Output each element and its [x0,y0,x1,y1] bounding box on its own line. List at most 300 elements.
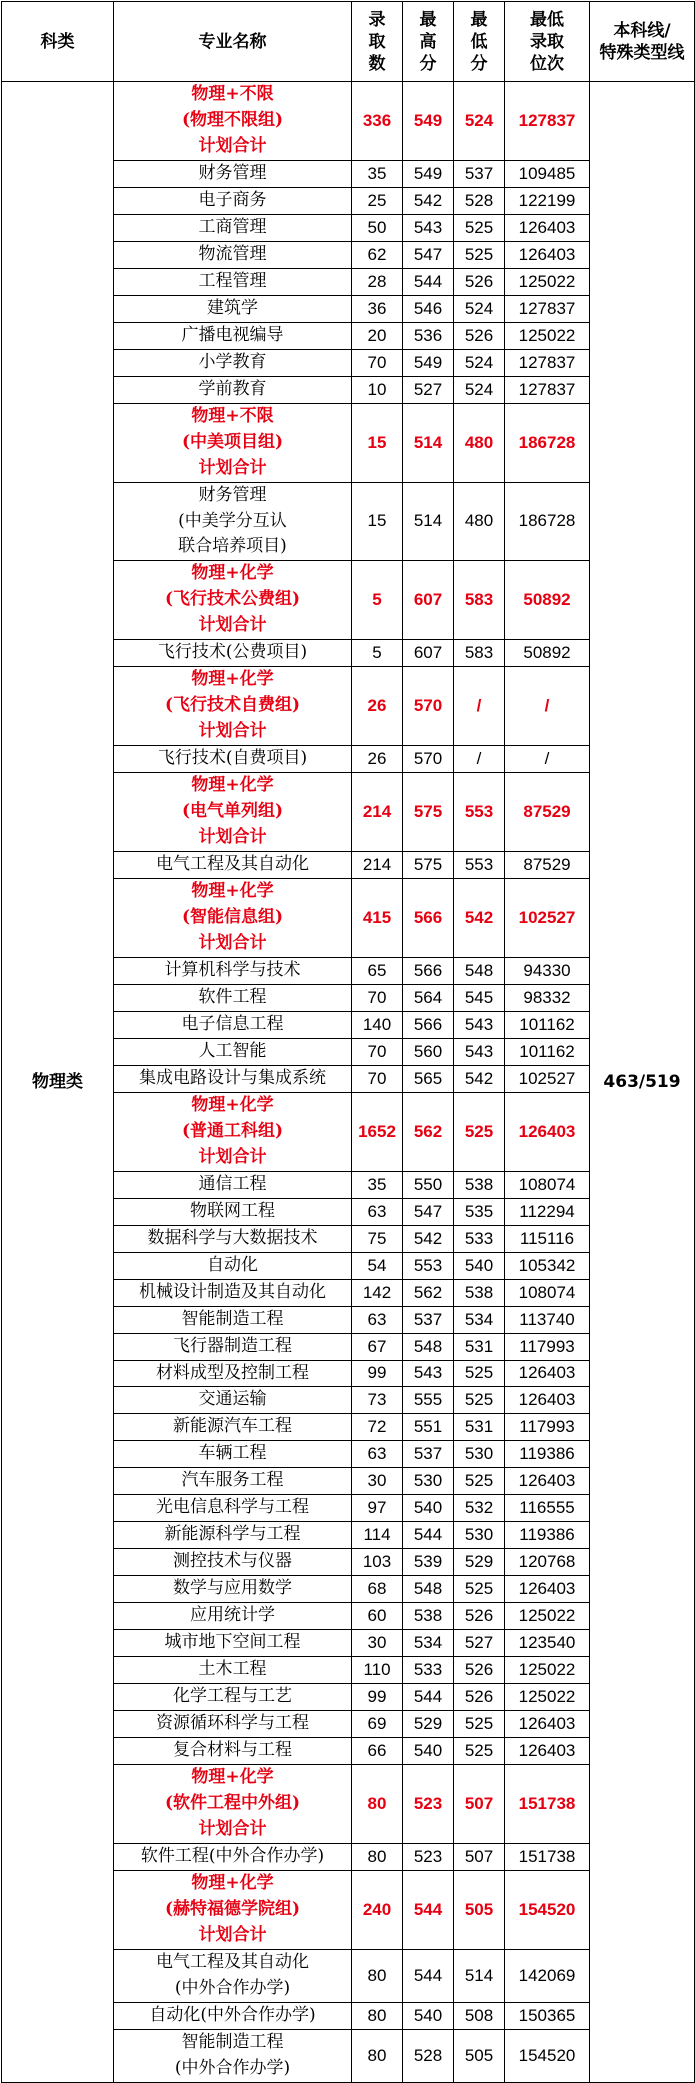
max-score-cell: 544 [403,1684,454,1711]
count-cell: 142 [352,1279,403,1306]
line-cell: 463/519 [590,82,695,2083]
max-score-cell: 553 [403,1252,454,1279]
min-rank-cell: 122199 [505,187,590,214]
min-rank-cell: / [505,746,590,773]
major-name-cell [114,1468,352,1495]
min-rank-cell: 115116 [505,1225,590,1252]
max-score-cell: 523 [403,1843,454,1870]
min-rank-cell: 108074 [505,1171,590,1198]
count-cell: 240 [352,1870,403,1949]
major-name-line: 数据科学与大数据技术 [147,1227,318,1248]
min-score-cell: 528 [454,187,505,214]
major-name-line: 飞行器制造工程 [173,1335,292,1356]
min-rank-cell: 117993 [505,1414,590,1441]
major-name-cell [114,214,352,241]
min-rank-cell: 101162 [505,1011,590,1038]
major-name-line: 电气工程及其自动化 [156,854,309,875]
min-score-cell: 514 [454,1949,505,2002]
max-score-cell: 570 [403,667,454,746]
major-name-line: 计划合计 [198,457,267,478]
major-name-cell [114,1522,352,1549]
major-name-line: 飞行技术(公费项目) [157,642,308,663]
count-cell: 214 [352,852,403,879]
min-score-cell: 524 [454,295,505,322]
count-cell: 80 [352,1765,403,1844]
major-name-cell [114,640,352,667]
major-name-cell [114,241,352,268]
min-rank-cell: 113740 [505,1306,590,1333]
major-name-line: 材料成型及控制工程 [156,1362,309,1383]
major-name-line: 智能制造工程 [181,2031,284,2052]
min-score-cell: 525 [454,214,505,241]
major-name-line: 物理+化学 [191,1872,274,1893]
major-name-cell [114,160,352,187]
count-cell: 60 [352,1603,403,1630]
max-score-cell: 560 [403,1038,454,1065]
max-score-cell: 562 [403,1092,454,1171]
count-cell: 65 [352,957,403,984]
max-score-cell: 562 [403,1279,454,1306]
max-score-cell: 566 [403,1011,454,1038]
count-cell: 140 [352,1011,403,1038]
min-rank-cell: 151738 [505,1843,590,1870]
header-min-rank [505,2,590,82]
min-score-cell: 548 [454,957,505,984]
major-name-line: 计划合计 [198,933,267,953]
max-score-cell: 530 [403,1468,454,1495]
min-score-cell: 526 [454,1684,505,1711]
major-name-line: 自动化 [207,1254,258,1275]
header-min-score [454,2,505,82]
min-rank-cell: 116555 [505,1495,590,1522]
max-score-cell: 534 [403,1630,454,1657]
major-name-line: 计划合计 [198,615,267,636]
major-name-line: 交通运输 [198,1389,267,1410]
major-name-cell [114,746,352,773]
major-name-line: 物理+化学 [191,669,274,690]
major-name-line: 资源循环科学与工程 [156,1713,309,1734]
max-score-cell: 548 [403,1576,454,1603]
min-rank-cell: 126403 [505,1360,590,1387]
min-score-cell: 525 [454,1468,505,1495]
major-name-cell [114,2002,352,2029]
max-score-cell: 536 [403,322,454,349]
min-score-cell: 524 [454,376,505,403]
count-cell: 70 [352,984,403,1011]
major-name-cell [114,2029,352,2082]
min-rank-cell: 102527 [505,879,590,958]
header-min-line: 低 [470,31,488,52]
max-score-cell: 533 [403,1657,454,1684]
major-name-line: (飞行技术公费组) [164,589,301,610]
major-name-cell [114,984,352,1011]
max-score-cell: 539 [403,1549,454,1576]
max-score-cell: 570 [403,746,454,773]
admission-table [1,1,695,2083]
major-name-line: 计划合计 [198,1818,267,1839]
max-score-cell: 549 [403,82,454,161]
min-score-cell: 583 [454,561,505,640]
min-score-cell: 542 [454,1065,505,1092]
count-cell: 50 [352,214,403,241]
count-cell: 63 [352,1306,403,1333]
major-name-line: 飞行技术(自费项目) [157,748,308,769]
header-rank-line: 录取 [530,31,564,52]
count-cell: 110 [352,1657,403,1684]
min-score-cell: 507 [454,1843,505,1870]
max-score-cell: 544 [403,1949,454,2002]
count-cell: 25 [352,187,403,214]
count-cell: 70 [352,349,403,376]
major-name-line: 计划合计 [198,1146,267,1167]
count-cell: 5 [352,640,403,667]
major-name-line: (中外合作办学) [174,2057,291,2078]
max-score-cell: 544 [403,268,454,295]
min-score-cell: 537 [454,160,505,187]
min-rank-cell: 50892 [505,561,590,640]
major-name-line: 集成电路设计与集成系统 [139,1067,326,1088]
major-name-line: 通信工程 [198,1173,267,1194]
count-cell: 80 [352,1949,403,2002]
major-name-line: 数学与应用数学 [173,1578,292,1599]
count-cell: 99 [352,1684,403,1711]
major-name-cell [114,1765,352,1844]
min-rank-cell: 154520 [505,1870,590,1949]
major-name-line: 计划合计 [198,721,267,742]
min-rank-cell: 120768 [505,1549,590,1576]
major-name-cell [114,82,352,161]
major-name-cell [114,1949,352,2002]
major-name-line: 广播电视编导 [181,324,284,345]
min-rank-cell: 127837 [505,295,590,322]
max-score-cell: 555 [403,1387,454,1414]
min-score-cell: 505 [454,2029,505,2082]
count-cell: 26 [352,667,403,746]
major-name-line: 机械设计制造及其自动化 [139,1281,326,1302]
max-score-cell: 542 [403,1225,454,1252]
count-cell: 75 [352,1225,403,1252]
min-score-cell: 480 [454,482,505,561]
max-score-cell: 543 [403,1360,454,1387]
min-rank-cell: 125022 [505,322,590,349]
major-name-cell [114,957,352,984]
count-cell: 336 [352,82,403,161]
major-name-line: 新能源科学与工程 [164,1524,301,1545]
major-name-line: 电子信息工程 [181,1013,284,1034]
max-score-cell: 549 [403,160,454,187]
count-cell: 66 [352,1738,403,1765]
max-score-cell: 523 [403,1765,454,1844]
count-cell: 54 [352,1252,403,1279]
major-name-line: 物联网工程 [190,1200,275,1221]
count-cell: 68 [352,1576,403,1603]
min-score-cell: 525 [454,1092,505,1171]
min-score-cell: 525 [454,1360,505,1387]
min-rank-cell: 108074 [505,1279,590,1306]
major-name-cell [114,1360,352,1387]
major-name-cell [114,1549,352,1576]
count-cell: 415 [352,879,403,958]
min-score-cell: 530 [454,1522,505,1549]
min-score-cell: 553 [454,773,505,852]
header-count [352,2,403,82]
max-score-cell: 537 [403,1441,454,1468]
min-rank-cell: 125022 [505,1603,590,1630]
major-name-line: (飞行技术自费组) [164,695,301,716]
count-cell: 1652 [352,1092,403,1171]
major-name-cell [114,1065,352,1092]
major-name-cell [114,1576,352,1603]
major-name-line: 应用统计学 [190,1605,275,1626]
count-cell: 73 [352,1387,403,1414]
major-name-cell [114,1279,352,1306]
header-count-line: 数 [368,53,386,74]
count-cell: 214 [352,773,403,852]
min-rank-cell: 126403 [505,1576,590,1603]
major-name-cell [114,1092,352,1171]
min-score-cell: 533 [454,1225,505,1252]
min-score-cell: 540 [454,1252,505,1279]
min-rank-cell: 151738 [505,1765,590,1844]
major-name-line: 光电信息科学与工程 [156,1497,309,1518]
major-name-line: 软件工程 [198,986,267,1007]
count-cell: 97 [352,1495,403,1522]
major-name-line: 物理+化学 [191,563,274,584]
major-name-line: 城市地下空间工程 [164,1632,301,1653]
major-name-cell [114,1738,352,1765]
max-score-cell: 540 [403,2002,454,2029]
major-name-line: (智能信息组) [181,907,284,928]
major-name-cell [114,773,352,852]
major-name-cell [114,268,352,295]
min-score-cell: / [454,667,505,746]
min-rank-cell: 125022 [505,1684,590,1711]
header-line [590,2,695,82]
min-score-cell: 526 [454,268,505,295]
max-score-cell: 529 [403,1711,454,1738]
count-cell: 35 [352,1171,403,1198]
major-name-cell [114,1495,352,1522]
min-score-cell: 525 [454,1738,505,1765]
major-name-line: (普通工科组) [181,1120,284,1141]
max-score-cell: 542 [403,187,454,214]
major-name-cell [114,349,352,376]
min-rank-cell: 127837 [505,82,590,161]
major-name-line: (中外合作办学) [174,1977,291,1998]
major-name-line: (电气单列组) [181,801,284,822]
plan-total-row [2,82,695,161]
max-score-cell: 550 [403,1171,454,1198]
major-name-cell [114,1684,352,1711]
header-row [2,2,695,82]
major-name-line: 小学教育 [198,351,267,372]
major-name-line: 电气工程及其自动化 [156,1951,309,1972]
major-name-line: 车辆工程 [198,1443,267,1464]
count-cell: 70 [352,1065,403,1092]
max-score-cell: 575 [403,773,454,852]
category-cell: 物理类 [2,82,114,2083]
min-score-cell: 526 [454,1603,505,1630]
major-name-line: 工商管理 [198,216,267,237]
major-name-line: 物理+化学 [191,881,274,902]
max-score-cell: 548 [403,1333,454,1360]
major-name-cell [114,322,352,349]
count-cell: 62 [352,241,403,268]
major-name-line: 物流管理 [198,243,267,264]
min-score-cell: 525 [454,1711,505,1738]
major-name-line: 计划合计 [198,827,267,848]
count-cell: 69 [352,1711,403,1738]
major-name-cell [114,1333,352,1360]
major-name-line: (软件工程中外组) [164,1793,301,1813]
major-name-cell [114,1441,352,1468]
count-cell: 80 [352,2002,403,2029]
major-name-line: 计划合计 [198,1924,267,1945]
major-name-cell [114,403,352,482]
min-rank-cell: 154520 [505,2029,590,2082]
min-rank-cell: 126403 [505,1387,590,1414]
max-score-cell: 543 [403,214,454,241]
major-name-line: (物理不限组) [181,109,284,130]
min-score-cell: 480 [454,403,505,482]
max-score-cell: 566 [403,957,454,984]
min-score-cell: 531 [454,1414,505,1441]
major-name-cell [114,1038,352,1065]
major-name-line: (赫特福德学院组) [164,1898,301,1919]
min-rank-cell: 123540 [505,1630,590,1657]
min-rank-cell: 150365 [505,2002,590,2029]
major-name-cell [114,376,352,403]
min-rank-cell: 126403 [505,241,590,268]
major-name-line: 复合材料与工程 [173,1740,292,1761]
major-name-line: 测控技术与仪器 [173,1551,292,1572]
count-cell: 35 [352,160,403,187]
min-score-cell: 525 [454,1576,505,1603]
max-score-cell: 537 [403,1306,454,1333]
major-name-line: 物理+不限 [191,405,274,426]
max-score-cell: 547 [403,241,454,268]
major-name-cell [114,1387,352,1414]
header-max-line: 最 [419,9,437,30]
min-score-cell: 524 [454,349,505,376]
min-rank-cell: 127837 [505,349,590,376]
count-cell: 99 [352,1360,403,1387]
count-cell: 63 [352,1441,403,1468]
count-cell: 28 [352,268,403,295]
max-score-cell: 547 [403,1198,454,1225]
header-category: 科类 [2,2,114,82]
min-rank-cell: 127837 [505,376,590,403]
count-cell: 10 [352,376,403,403]
major-name-cell [114,1843,352,1870]
count-cell: 70 [352,1038,403,1065]
major-name-cell [114,561,352,640]
min-score-cell: 530 [454,1441,505,1468]
count-cell: 26 [352,746,403,773]
major-name-line: 自动化(中外合作办学) [149,2004,316,2025]
major-name-line: 智能制造工程 [181,1308,284,1329]
min-rank-cell: 142069 [505,1949,590,2002]
max-score-cell: 540 [403,1738,454,1765]
major-name-cell [114,1630,352,1657]
min-rank-cell: 87529 [505,773,590,852]
major-name-line: 财务管理 [198,162,267,183]
min-rank-cell: 105342 [505,1252,590,1279]
major-name-cell [114,1171,352,1198]
min-rank-cell: 98332 [505,984,590,1011]
header-rank-line: 最低 [530,9,564,30]
min-score-cell: 532 [454,1495,505,1522]
count-cell: 15 [352,482,403,561]
min-score-cell: 553 [454,852,505,879]
major-name-cell [114,1198,352,1225]
min-rank-cell: 50892 [505,640,590,667]
major-name-line: (中美项目组) [181,431,284,452]
major-name-line: 建筑学 [207,297,258,318]
max-score-cell: 514 [403,403,454,482]
header-count-line: 取 [368,31,386,52]
min-score-cell: 526 [454,322,505,349]
count-cell: 80 [352,1843,403,1870]
major-name-line: 物理+化学 [191,775,274,796]
min-score-cell: 538 [454,1279,505,1306]
major-name-line: 物理+化学 [191,1094,274,1115]
header-max-line: 分 [419,53,437,74]
min-rank-cell: 126403 [505,1711,590,1738]
min-rank-cell: 119386 [505,1441,590,1468]
count-cell: 67 [352,1333,403,1360]
min-score-cell: 529 [454,1549,505,1576]
count-cell: 5 [352,561,403,640]
major-name-cell [114,1657,352,1684]
min-score-cell: / [454,746,505,773]
min-rank-cell: 109485 [505,160,590,187]
header-line-line: 特殊类型线 [599,42,685,63]
header-min-line: 分 [470,53,488,74]
major-name-line: 人工智能 [198,1040,267,1061]
major-name-cell [114,852,352,879]
min-rank-cell: 126403 [505,214,590,241]
major-name-line: (中美学分互认 [178,510,287,531]
min-score-cell: 508 [454,2002,505,2029]
min-rank-cell: 186728 [505,403,590,482]
count-cell: 36 [352,295,403,322]
max-score-cell: 566 [403,879,454,958]
min-score-cell: 526 [454,1657,505,1684]
major-name-line: 化学工程与工艺 [173,1686,292,1707]
min-rank-cell: / [505,667,590,746]
max-score-cell: 544 [403,1522,454,1549]
min-score-cell: 545 [454,984,505,1011]
header-max-line: 高 [419,31,437,52]
max-score-cell: 546 [403,295,454,322]
major-name-cell [114,295,352,322]
min-score-cell: 535 [454,1198,505,1225]
count-cell: 20 [352,322,403,349]
major-name-line: 财务管理 [198,484,267,505]
major-name-line: 物理+不限 [191,84,274,104]
major-name-line: 新能源汽车工程 [173,1416,292,1437]
min-score-cell: 583 [454,640,505,667]
min-rank-cell: 94330 [505,957,590,984]
min-score-cell: 534 [454,1306,505,1333]
major-name-cell [114,1711,352,1738]
major-name-line: 汽车服务工程 [181,1470,284,1491]
min-rank-cell: 119386 [505,1522,590,1549]
major-name-line: 软件工程(中外合作办学) [140,1845,325,1866]
min-score-cell: 543 [454,1038,505,1065]
min-rank-cell: 112294 [505,1198,590,1225]
